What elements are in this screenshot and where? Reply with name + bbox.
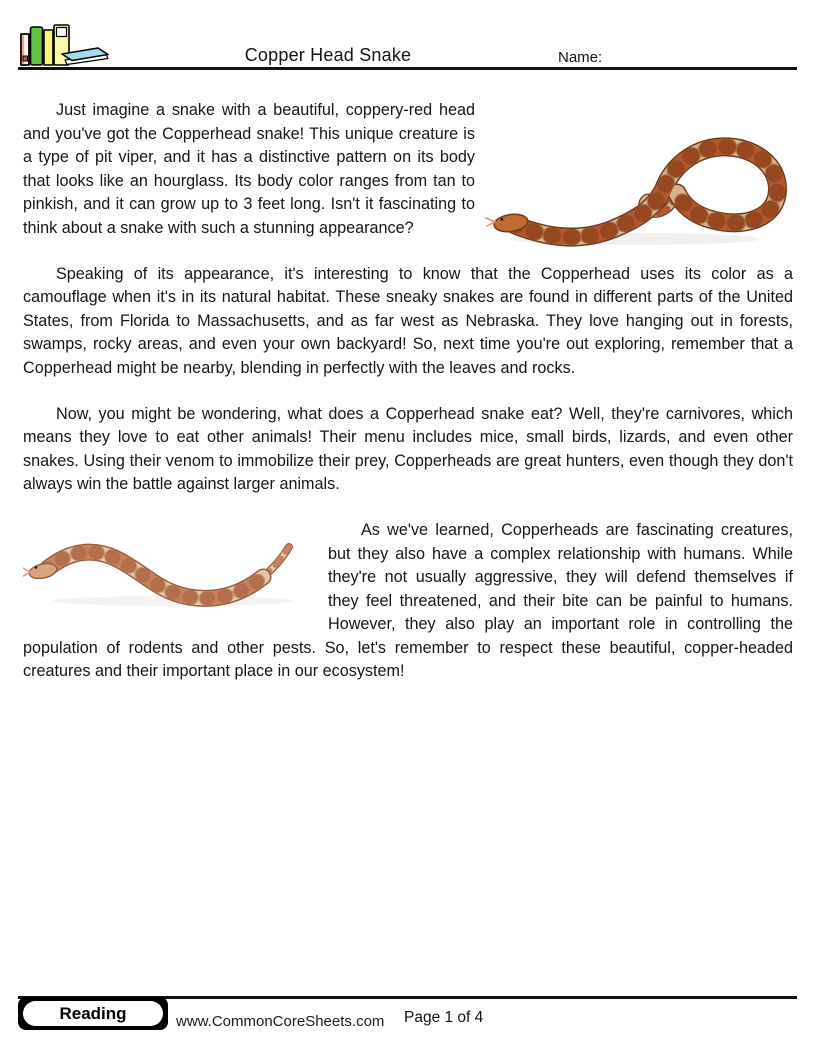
paragraph-1-text: Just imagine a snake with a beautiful, coppery-red head and you've got the Copperhead snake! This unique creature is a type of pit viper, and it has a distinctive pattern on its body that looks like an hourglass. Its body color ranges from tan to pinkish, and it can grow up to 3 feet long. Isn't it fascinating to think about a snake with such a stunning appearance? — [23, 101, 475, 237]
category-badge-label: Reading — [23, 1001, 163, 1026]
page-title: Copper Head Snake — [244, 45, 412, 65]
paragraph-2 — [23, 263, 793, 381]
paragraph-3 — [23, 403, 793, 497]
paragraph-3-text: Now, you might be wondering, what does a Copperhead snake eat? Well, they're carnivores, which means they love to eat other animals! Their menu includes mice, small birds, lizards, and even other snakes. Using their venom to immobilize their prey, Copperheads are great hunters, even though they don't always win the battle against larger animals. — [23, 404, 793, 494]
header-divider — [18, 67, 797, 70]
copperhead-snake-slithering-icon — [23, 521, 315, 611]
paragraph-2-text: Speaking of its appearance, it's interesting to know that the Copperhead uses its color as a camouflage when it's in its natural habitat. These sneaky snakes are found in different parts of the United States, from Florida to Massachusetts, and as far west as Nebraska. They love hanging out in forests, swamps, rocky areas, and even your own backyard! So, next time you're out exploring, remember that a Copperhead might be nearby, blending in perfectly with the leaves and rocks. — [23, 264, 793, 377]
copperhead-snake-coiled-icon — [485, 107, 793, 257]
name-label: Name: — [558, 49, 603, 66]
category-badge — [18, 997, 168, 1030]
paragraph-1 — [23, 99, 793, 241]
website-text: www.CommonCoreSheets.com — [176, 1013, 385, 1030]
paragraph-4-text: As we've learned, Copperheads are fascinating creatures, but they also have a complex relationship with humans. While they're not usually aggressive, they will defend themselves if they feel threatened, and their bite can be painful to humans. However, they also play an important role in controlling the population of rodents and other pests. So, let's remember to respect these beautiful, copper-headed creatures and their important place in our ecosystem! — [23, 520, 793, 681]
reading-passage — [23, 99, 793, 706]
paragraph-4 — [23, 519, 793, 684]
page-number: Page 1 of 4 — [404, 1009, 484, 1026]
